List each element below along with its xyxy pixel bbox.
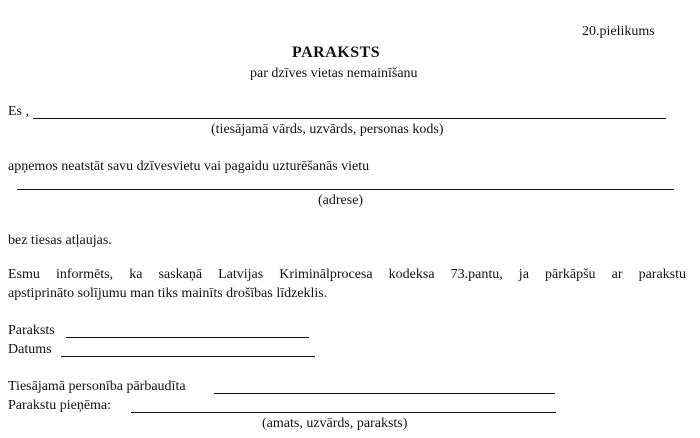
document-title: PARAKSTS	[292, 44, 381, 61]
accepted-by-label: Parakstu pieņēma:	[8, 398, 112, 413]
without-permission-text: bez tiesas atļaujas.	[8, 233, 112, 248]
identity-checked-field-line[interactable]	[214, 393, 555, 394]
informed-paragraph-line-1: Esmu informēts, ka saskaņā Latvijas Kriminālprocesa kodeksa 73.pantu, ja pārkāpšu ar parakstu	[8, 267, 686, 282]
es-label: Es ,	[8, 104, 29, 119]
identity-checked-label: Tiesājamā personība pārbaudīta	[8, 379, 186, 394]
appendix-number: 20.pielikums	[582, 24, 655, 39]
address-field-line[interactable]	[17, 189, 674, 190]
informed-paragraph-line-2: apstiprināto solījumu man tiks mainīts drošības līdzeklis.	[8, 286, 328, 301]
name-field-line[interactable]	[33, 118, 666, 119]
promise-text: apņemos neatstāt savu dzīvesvietu vai pagaidu uzturēšanās vietu	[8, 159, 370, 174]
document-subtitle: par dzīves vietas nemainīšanu	[250, 66, 418, 81]
name-field-caption: (tiesājamā vārds, uzvārds, personas kods)	[211, 122, 444, 137]
date-label: Datums	[8, 342, 52, 357]
address-field-caption: (adrese)	[318, 193, 364, 208]
accepted-by-field-line[interactable]	[131, 412, 556, 413]
signature-label: Paraksts	[8, 323, 55, 338]
signature-field-line[interactable]	[66, 337, 309, 338]
official-field-caption: (amats, uzvārds, paraksts)	[262, 416, 408, 431]
date-field-line[interactable]	[61, 356, 315, 357]
